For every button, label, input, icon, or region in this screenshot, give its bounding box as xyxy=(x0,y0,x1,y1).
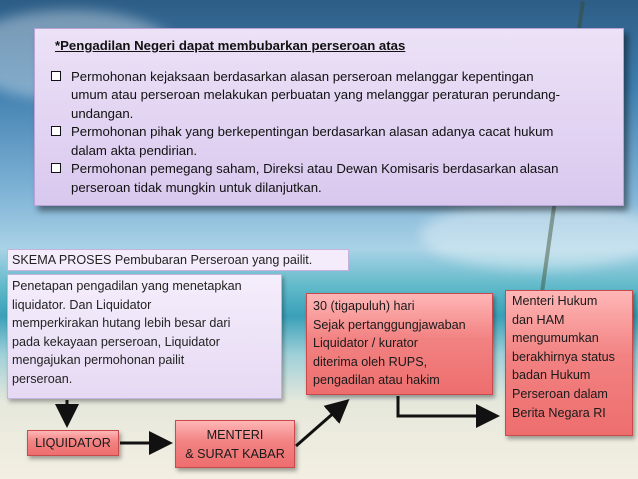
liquidator-box: LIQUIDATOR xyxy=(27,430,119,456)
bullet-2-line-1: Permohonan pihak yang berkepentingan berdasarkan alasan adanya cacat hukum xyxy=(71,124,554,139)
menteri-hukum-line: dan HAM xyxy=(512,312,565,327)
menteri-hukum-line: Perseroan dalam xyxy=(512,386,608,401)
thirty-days-line: Sejak pertanggungjawaban xyxy=(313,317,466,332)
top-info-box xyxy=(34,28,624,206)
top-title: *Pengadilan Negeri dapat membubarkan perseroan atas xyxy=(55,38,406,53)
penetapan-line: liquidator. Dan Liquidator xyxy=(12,297,152,312)
menteri-hukum-box xyxy=(505,290,633,436)
background-cloud xyxy=(420,200,638,270)
menteri-hukum-line: mengumumkan xyxy=(512,331,599,346)
bullet-1-line-2: umum atau perseroan melakukan perbuatan yang melanggar peraturan perundang- xyxy=(71,87,560,102)
thirty-days-line: Liquidator / kurator xyxy=(313,336,419,351)
checkbox-bullet-icon xyxy=(51,163,61,173)
bullet-item-3 xyxy=(49,160,609,197)
bullet-1-line-1: Permohonan kejaksaan berdasarkan alasan perseroan melanggar kepentingan xyxy=(71,68,534,84)
menteri-line: & SURAT KABAR xyxy=(185,447,285,461)
menteri-hukum-line: Berita Negara RI xyxy=(512,405,606,420)
checkbox-bullet-icon xyxy=(51,126,61,136)
penetapan-line: pada kekayaan perseroan, Liquidator xyxy=(12,334,220,349)
penetapan-line: mengajukan permohonan pailit xyxy=(12,353,185,368)
skema-label: SKEMA PROSES Pembubaran Perseroan yang pailit. xyxy=(7,249,349,271)
bullet-item-2 xyxy=(49,123,609,160)
thirty-days-line: pengadilan atau hakim xyxy=(313,373,440,388)
bullet-item-1 xyxy=(49,68,609,124)
menteri-surat-kabar-box xyxy=(175,420,295,468)
penetapan-line: Penetapan pengadilan yang menetapkan xyxy=(12,279,242,293)
menteri-line: MENTERI xyxy=(206,428,264,442)
thirty-days-box xyxy=(306,293,493,395)
menteri-hukum-line: berakhirnya status xyxy=(512,349,615,364)
bullet-1-line-3: undangan. xyxy=(71,105,134,121)
arrow-menteri-to-30-days xyxy=(296,403,345,446)
bullet-3-line-2: perseroan tidak mungkin untuk dilanjutkan. xyxy=(71,179,322,195)
thirty-days-line: 30 (tigapuluh) hari xyxy=(313,299,415,313)
bullet-3-line-1: Permohonan pemegang saham, Direksi atau Dewan Komisaris berdasarkan alasan xyxy=(71,161,559,176)
menteri-hukum-line: Menteri Hukum xyxy=(512,294,598,308)
checkbox-bullet-icon xyxy=(51,71,61,81)
menteri-hukum-line: badan Hukum xyxy=(512,368,591,383)
thirty-days-line: diterima oleh RUPS, xyxy=(313,354,428,369)
penetapan-line: memperkirakan hutang lebih besar dari xyxy=(12,316,231,331)
arrow-30-days-to-menteri-hukum xyxy=(398,396,494,416)
bullet-2-line-2: dalam akta pendirian. xyxy=(71,142,198,158)
penetapan-box xyxy=(7,274,282,399)
penetapan-line: perseroan. xyxy=(12,371,73,386)
